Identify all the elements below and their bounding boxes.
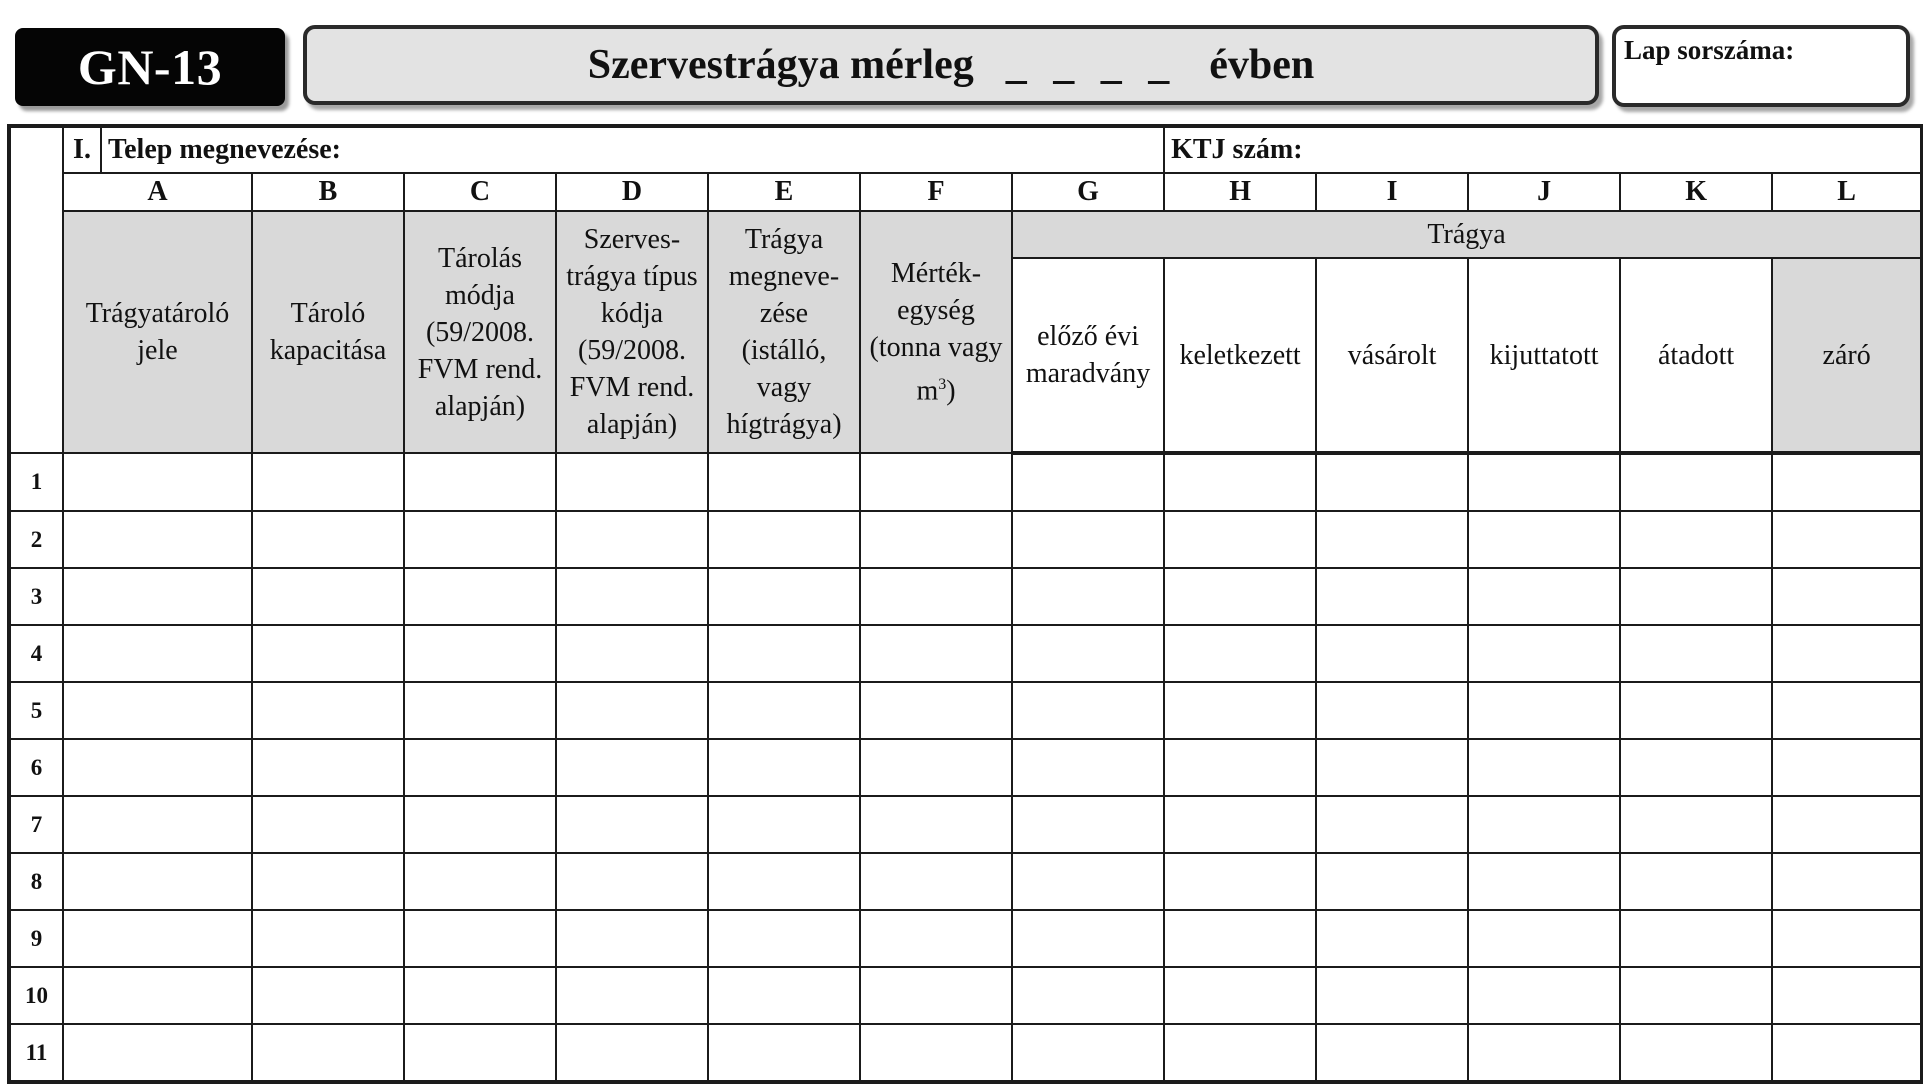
cell-g[interactable] [1012, 511, 1164, 568]
cell-i[interactable] [1316, 967, 1468, 1024]
cell-j[interactable] [1468, 453, 1620, 511]
cell-d[interactable] [556, 853, 708, 910]
col-letter-a: A [63, 173, 252, 211]
cell-d[interactable] [556, 682, 708, 739]
table-row [9, 853, 1922, 910]
cell-j[interactable] [1468, 910, 1620, 967]
cell-g[interactable] [1012, 1024, 1164, 1082]
cell-e[interactable] [708, 682, 860, 739]
cell-d[interactable] [556, 967, 708, 1024]
cell-d[interactable] [556, 511, 708, 568]
table-row [9, 625, 1922, 682]
col-header-g: előző évi maradvány [1012, 258, 1164, 453]
cell-k[interactable] [1620, 625, 1772, 682]
cell-a[interactable] [63, 967, 252, 1024]
cell-a[interactable] [63, 682, 252, 739]
cell-h[interactable] [1164, 1024, 1316, 1082]
cell-j[interactable] [1468, 511, 1620, 568]
cell-k[interactable] [1620, 967, 1772, 1024]
col-letter-k: K [1620, 173, 1772, 211]
cell-b[interactable] [252, 682, 404, 739]
sheet-number-box[interactable] [1612, 25, 1910, 107]
form-code-badge [15, 28, 285, 106]
cell-h[interactable] [1164, 511, 1316, 568]
cell-b[interactable] [252, 910, 404, 967]
index-header-cell [9, 126, 63, 453]
column-letter-row [9, 173, 1922, 211]
cell-c[interactable] [404, 453, 556, 511]
cell-e[interactable] [708, 625, 860, 682]
cell-h[interactable] [1164, 910, 1316, 967]
cell-i[interactable] [1316, 1024, 1468, 1082]
cell-f[interactable] [860, 796, 1012, 853]
table-row [9, 967, 1922, 1024]
cell-j[interactable] [1468, 853, 1620, 910]
title-box [303, 25, 1599, 105]
cell-i[interactable] [1316, 910, 1468, 967]
cell-a[interactable] [63, 739, 252, 796]
cell-l[interactable] [1772, 967, 1922, 1024]
cell-l[interactable] [1772, 511, 1922, 568]
cell-b[interactable] [252, 796, 404, 853]
table-row [9, 568, 1922, 625]
cell-g[interactable] [1012, 853, 1164, 910]
cell-b[interactable] [252, 1024, 404, 1082]
cell-b[interactable] [252, 625, 404, 682]
cell-a[interactable] [63, 853, 252, 910]
cell-h[interactable] [1164, 682, 1316, 739]
cell-c[interactable] [404, 625, 556, 682]
cell-f[interactable] [860, 568, 1012, 625]
cell-f[interactable] [860, 453, 1012, 511]
col-letter-g: G [1012, 173, 1164, 211]
cell-l[interactable] [1772, 453, 1922, 511]
cell-i[interactable] [1316, 453, 1468, 511]
cell-d[interactable] [556, 568, 708, 625]
cell-b[interactable] [252, 967, 404, 1024]
cell-e[interactable] [708, 739, 860, 796]
cell-f[interactable] [860, 853, 1012, 910]
cell-d[interactable] [556, 739, 708, 796]
cell-l[interactable] [1772, 682, 1922, 739]
row-number: 3 [9, 568, 63, 625]
group-header-manure: Trágya [1012, 211, 1922, 258]
cell-l[interactable] [1772, 796, 1922, 853]
cell-g[interactable] [1012, 568, 1164, 625]
cell-c[interactable] [404, 1024, 556, 1082]
cell-h[interactable] [1164, 568, 1316, 625]
cell-i[interactable] [1316, 625, 1468, 682]
col-letter-b: B [252, 173, 404, 211]
cell-g[interactable] [1012, 625, 1164, 682]
col-letter-d: D [556, 173, 708, 211]
cell-c[interactable] [404, 568, 556, 625]
col-letter-l: L [1772, 173, 1922, 211]
col-letter-f: F [860, 173, 1012, 211]
cell-c[interactable] [404, 910, 556, 967]
cell-c[interactable] [404, 853, 556, 910]
col-header-h: keletkezett [1164, 258, 1316, 453]
cell-g[interactable] [1012, 739, 1164, 796]
info-row [9, 126, 1922, 173]
cell-g[interactable] [1012, 682, 1164, 739]
cell-a[interactable] [63, 568, 252, 625]
row-number: 9 [9, 910, 63, 967]
col-header-f: Mérték- egység (tonna vagy $m^3$) [860, 211, 1012, 453]
cell-b[interactable] [252, 853, 404, 910]
cell-g[interactable] [1012, 910, 1164, 967]
cell-f[interactable] [860, 967, 1012, 1024]
table-row [9, 453, 1922, 511]
sheet-number-label: Lap sorszáma: [1624, 35, 1795, 65]
col-header-c: Tárolás módja (59/2008. FVM rend. alapján) [404, 211, 556, 453]
cell-a[interactable] [63, 1024, 252, 1082]
col-header-k: átadott [1620, 258, 1772, 453]
col-header-e: Trágya megneve- zése (istálló, vagy hígtrágya) [708, 211, 860, 453]
col-letter-i: I [1316, 173, 1468, 211]
title-suffix: évben [1209, 42, 1315, 88]
cell-d[interactable] [556, 625, 708, 682]
cell-a[interactable] [63, 453, 252, 511]
table-row [9, 796, 1922, 853]
cell-d[interactable] [556, 910, 708, 967]
year-blank[interactable]: _ _ _ _ [1005, 42, 1178, 88]
cell-e[interactable] [708, 910, 860, 967]
table-row [9, 739, 1922, 796]
table-row [9, 910, 1922, 967]
site-name-cell[interactable] [63, 126, 1164, 173]
cell-j[interactable] [1468, 625, 1620, 682]
row-number: 10 [9, 967, 63, 1024]
row-number: 5 [9, 682, 63, 739]
row-number: 11 [9, 1024, 63, 1082]
cell-j[interactable] [1468, 568, 1620, 625]
cell-f[interactable] [860, 739, 1012, 796]
col-letter-j: J [1468, 173, 1620, 211]
cell-g[interactable] [1012, 967, 1164, 1024]
cell-j[interactable] [1468, 967, 1620, 1024]
cell-l[interactable] [1772, 739, 1922, 796]
cell-i[interactable] [1316, 739, 1468, 796]
col-header-a: Trágyatároló jele [63, 211, 252, 453]
cell-b[interactable] [252, 568, 404, 625]
cell-e[interactable] [708, 511, 860, 568]
cell-c[interactable] [404, 682, 556, 739]
col-header-j: kijuttatott [1468, 258, 1620, 453]
cell-h[interactable] [1164, 453, 1316, 511]
col-header-l: záró [1772, 258, 1922, 453]
cell-l[interactable] [1772, 568, 1922, 625]
cell-j[interactable] [1468, 682, 1620, 739]
form-code: GN-13 [77, 39, 223, 95]
header-row-group [9, 211, 1922, 258]
cell-h[interactable] [1164, 739, 1316, 796]
cell-j[interactable] [1468, 796, 1620, 853]
title-main: Szervestrágya mérleg [587, 42, 974, 88]
cell-e[interactable] [708, 853, 860, 910]
cell-c[interactable] [404, 511, 556, 568]
row-number: 7 [9, 796, 63, 853]
cell-h[interactable] [1164, 625, 1316, 682]
cell-l[interactable] [1772, 1024, 1922, 1082]
cell-a[interactable] [63, 796, 252, 853]
col-letter-c: C [404, 173, 556, 211]
cell-a[interactable] [63, 625, 252, 682]
table-row [9, 682, 1922, 739]
cell-i[interactable] [1316, 682, 1468, 739]
cell-l[interactable] [1772, 853, 1922, 910]
cell-k[interactable] [1620, 910, 1772, 967]
col-header-b: Tároló kapacitása [252, 211, 404, 453]
cell-j[interactable] [1468, 739, 1620, 796]
row-number: 6 [9, 739, 63, 796]
cell-k[interactable] [1620, 853, 1772, 910]
cell-f[interactable] [860, 910, 1012, 967]
col-header-d: Szerves- trágya típus kódja (59/2008. FVM rend. alapján) [556, 211, 708, 453]
section-number: I. [64, 128, 102, 172]
cell-f[interactable] [860, 682, 1012, 739]
cell-c[interactable] [404, 796, 556, 853]
row-number: 4 [9, 625, 63, 682]
row-number: 8 [9, 853, 63, 910]
cell-k[interactable] [1620, 453, 1772, 511]
cell-k[interactable] [1620, 739, 1772, 796]
table-row [9, 511, 1922, 568]
cell-f[interactable] [860, 1024, 1012, 1082]
cell-g[interactable] [1012, 796, 1164, 853]
cell-b[interactable] [252, 453, 404, 511]
ktj-label: KTJ szám: [1171, 134, 1303, 165]
cell-a[interactable] [63, 910, 252, 967]
cell-l[interactable] [1772, 910, 1922, 967]
manure-balance-table [7, 124, 1923, 1084]
cell-k[interactable] [1620, 682, 1772, 739]
cell-h[interactable] [1164, 796, 1316, 853]
site-name-label: Telep megnevezése: [108, 134, 341, 165]
cell-b[interactable] [252, 739, 404, 796]
cell-f[interactable] [860, 511, 1012, 568]
cell-h[interactable] [1164, 853, 1316, 910]
cell-a[interactable] [63, 511, 252, 568]
cell-b[interactable] [252, 511, 404, 568]
cell-i[interactable] [1316, 568, 1468, 625]
cell-e[interactable] [708, 568, 860, 625]
cell-e[interactable] [708, 1024, 860, 1082]
cell-d[interactable] [556, 796, 708, 853]
table-row [9, 1024, 1922, 1082]
cell-e[interactable] [708, 967, 860, 1024]
ktj-number-cell[interactable] [1164, 126, 1922, 173]
row-number: 1 [9, 453, 63, 511]
cell-l[interactable] [1772, 625, 1922, 682]
cell-d[interactable] [556, 1024, 708, 1082]
cell-c[interactable] [404, 967, 556, 1024]
col-header-i: vásárolt [1316, 258, 1468, 453]
cell-k[interactable] [1620, 568, 1772, 625]
cell-k[interactable] [1620, 796, 1772, 853]
cell-c[interactable] [404, 739, 556, 796]
cell-i[interactable] [1316, 853, 1468, 910]
cell-i[interactable] [1316, 796, 1468, 853]
cell-i[interactable] [1316, 511, 1468, 568]
col-letter-h: H [1164, 173, 1316, 211]
cell-e[interactable] [708, 453, 860, 511]
cell-f[interactable] [860, 625, 1012, 682]
cell-d[interactable] [556, 453, 708, 511]
cell-k[interactable] [1620, 511, 1772, 568]
cell-j[interactable] [1468, 1024, 1620, 1082]
cell-e[interactable] [708, 796, 860, 853]
cell-k[interactable] [1620, 1024, 1772, 1082]
cell-g[interactable] [1012, 453, 1164, 511]
col-letter-e: E [708, 173, 860, 211]
row-number: 2 [9, 511, 63, 568]
cell-h[interactable] [1164, 967, 1316, 1024]
